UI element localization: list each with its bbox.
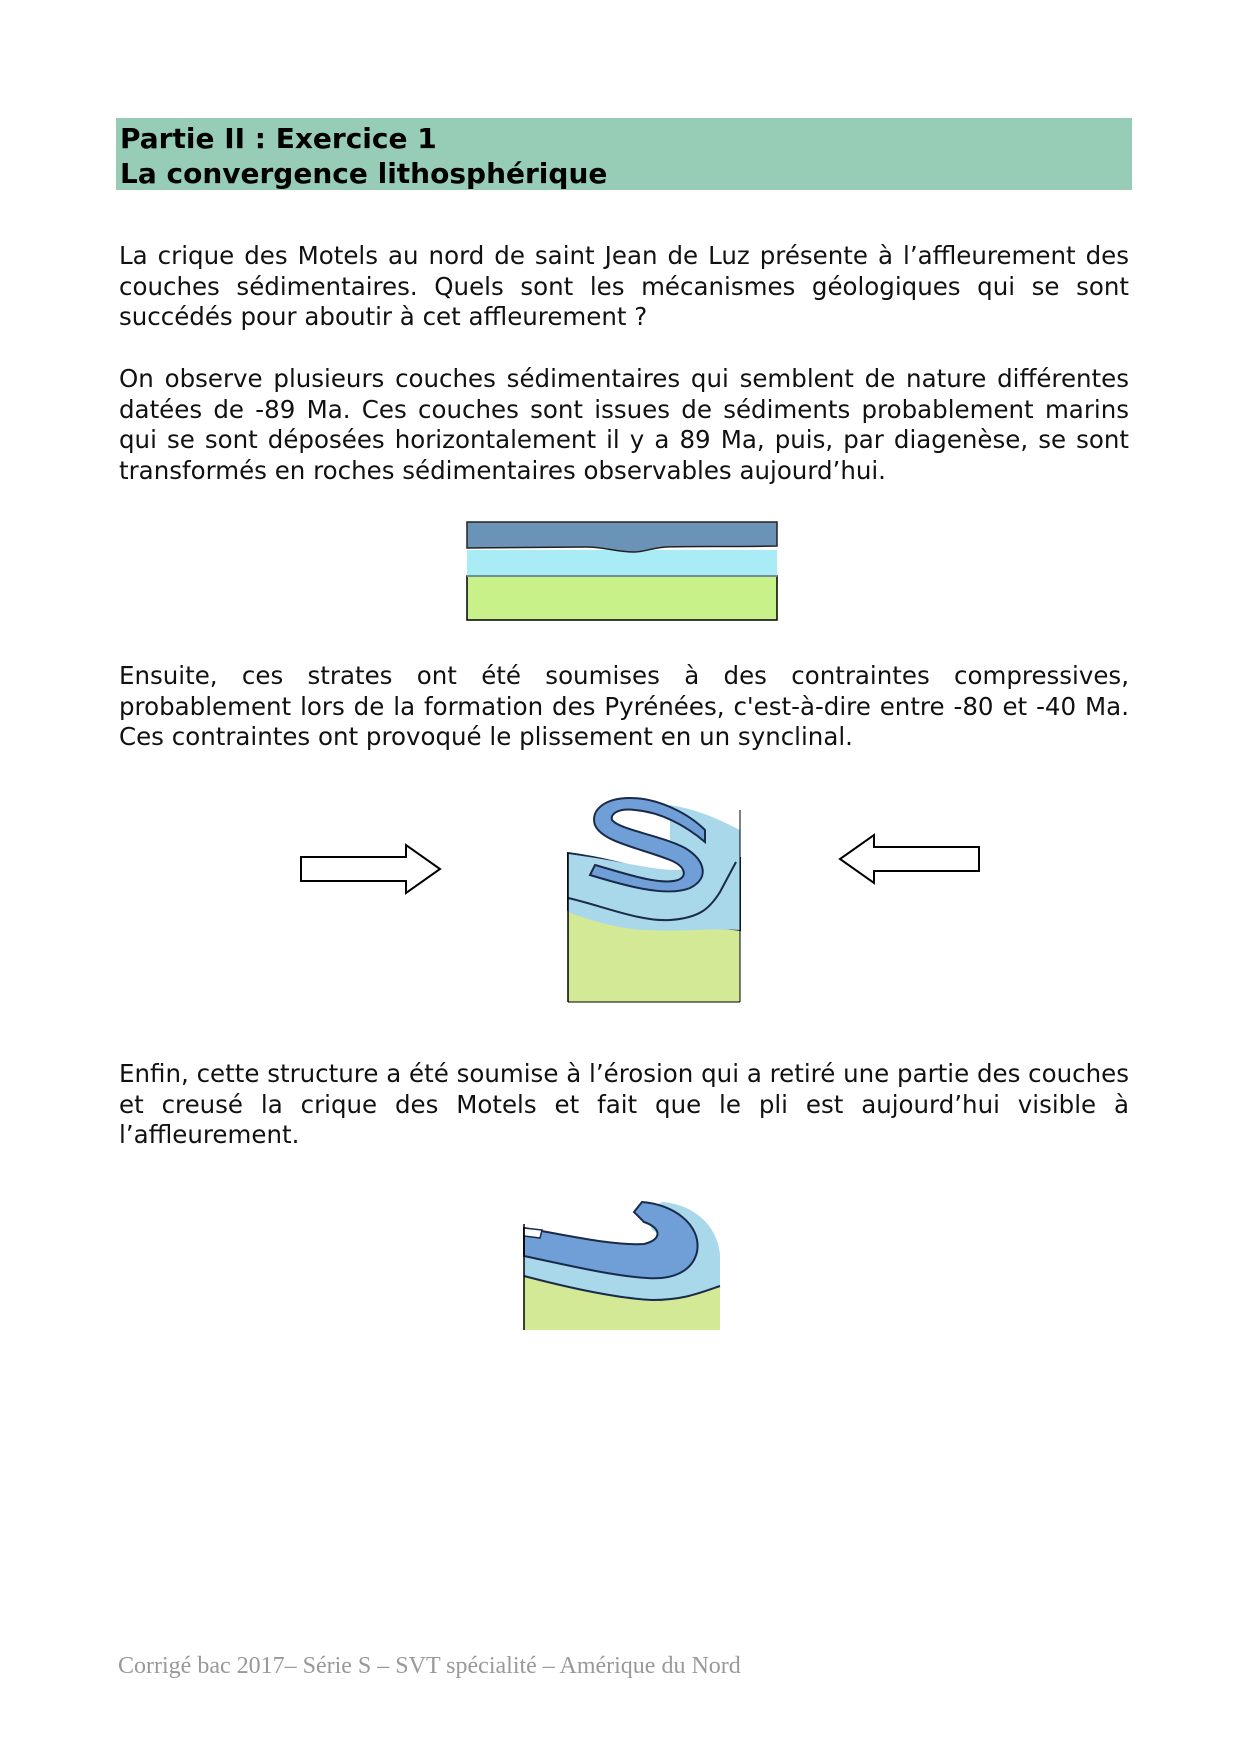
- folding-paragraph: Ensuite, ces strates ont été soumises à des contraintes compressives, probablement lors de la formation des Pyrénées, c'est-à-dire entre -80 et -40 Ma. Ces contraintes ont provoqué le plissement en un synclinal.: [119, 661, 1129, 751]
- eroded-fold-diagram: [522, 1194, 722, 1334]
- erosion-paragraph: Enfin, cette structure a été soumise à l’érosion qui a retiré une partie des couches et creusé la crique des Motels et fait que le pli est aujourd’hui visible à l’affleurement.: [119, 1059, 1129, 1149]
- footer-text: Corrigé bac 2017– Série S – SVT spécialité – Amérique du Nord: [118, 1653, 741, 1679]
- title-band: [116, 118, 1132, 190]
- horizontal-layers-diagram: [466, 520, 779, 622]
- intro-paragraph: La crique des Motels au nord de saint Jean de Luz présente à l’affleurement des couches sédimentaires. Quels sont les mécanismes géologiques qui se sont succédés pour aboutir à cet affleurement ?: [119, 241, 1129, 331]
- exercise-subtitle: La convergence lithosphérique: [120, 157, 608, 190]
- light-blue-layer: [467, 550, 777, 577]
- dark-blue-layer: [467, 522, 777, 552]
- exercise-title: Partie II : Exercice 1: [120, 122, 437, 155]
- green-layer: [467, 576, 777, 620]
- deposition-paragraph: On observe plusieurs couches sédimentaires qui semblent de nature différentes datées de -89 Ma. Ces couches sont issues de sédiments probablement marins qui se sont déposées horizontalement il y a 89 Ma, puis, par diagenèse, se sont transformés en roches sédimentaires observables aujourd’hui.: [119, 364, 1129, 485]
- syncline-fold-diagram: [560, 780, 742, 1005]
- compression-arrow-right-icon: [299, 843, 444, 895]
- compression-arrow-left-icon: [836, 833, 981, 885]
